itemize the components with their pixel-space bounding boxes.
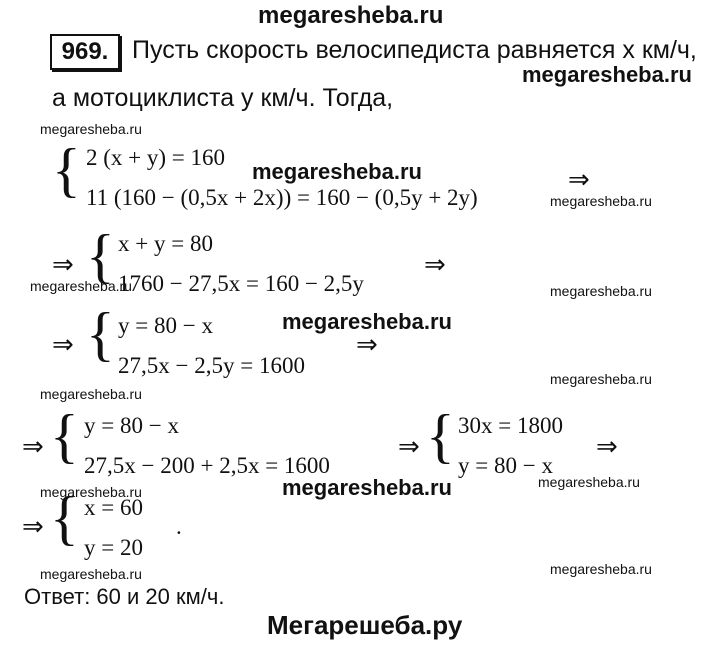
system1-eq2: 11 (160 − (0,5x + 2x)) = 160 − (0,5y + 2y) bbox=[86, 185, 478, 210]
system6-eq1: x = 60 bbox=[84, 495, 143, 520]
system3-eq1: y = 80 − x bbox=[118, 313, 213, 338]
watermark: megaresheba.ru bbox=[40, 386, 142, 402]
period: . bbox=[176, 514, 182, 539]
watermark: megaresheba.ru bbox=[550, 561, 652, 577]
problem-text-line1: Пусть скорость велосипедиста равняется x км/ч, bbox=[132, 36, 697, 64]
problem-text-line2: а мотоциклиста y км/ч. Тогда, bbox=[52, 84, 394, 112]
watermark: megaresheba.ru bbox=[40, 484, 142, 500]
watermark: megaresheba.ru bbox=[252, 159, 422, 184]
implies-arrow: ⇒ bbox=[596, 432, 618, 461]
system2-eq2: 1760 − 27,5x = 160 − 2,5y bbox=[118, 271, 364, 296]
implies-arrow: ⇒ bbox=[22, 432, 44, 461]
system4-eq1: y = 80 − x bbox=[84, 413, 179, 438]
footer-watermark: Мегарешеба.ру bbox=[267, 610, 463, 640]
watermark: megaresheba.ru bbox=[550, 283, 652, 299]
answer-text: Ответ: 60 и 20 км/ч. bbox=[24, 584, 225, 609]
implies-arrow: ⇒ bbox=[424, 250, 446, 279]
implies-arrow: ⇒ bbox=[398, 432, 420, 461]
watermark: megaresheba.ru bbox=[282, 475, 452, 500]
implies-arrow: ⇒ bbox=[22, 512, 44, 541]
system-brace: { bbox=[50, 403, 79, 469]
system5-eq1: 30x = 1800 bbox=[458, 413, 563, 438]
system-brace: { bbox=[86, 301, 115, 367]
watermark: megaresheba.ru bbox=[538, 474, 640, 490]
system-brace: { bbox=[426, 403, 455, 469]
system6-eq2: y = 20 bbox=[84, 535, 143, 560]
system4-eq2: 27,5x − 200 + 2,5x = 1600 bbox=[84, 453, 330, 478]
system5-eq2: y = 80 − x bbox=[458, 453, 553, 478]
watermark: megaresheba.ru bbox=[282, 309, 452, 334]
watermark: megaresheba.ru bbox=[522, 62, 692, 87]
system-brace: { bbox=[50, 485, 79, 551]
watermark-top: megaresheba.ru bbox=[258, 2, 444, 29]
watermark: megaresheba.ru bbox=[40, 566, 142, 582]
system2-eq1: x + y = 80 bbox=[118, 231, 213, 256]
system1-eq1: 2 (x + y) = 160 bbox=[86, 145, 226, 170]
watermark: megaresheba.ru bbox=[550, 371, 652, 387]
watermark: megaresheba.ru bbox=[30, 278, 132, 294]
implies-arrow: ⇒ bbox=[356, 330, 378, 359]
watermark: megaresheba.ru bbox=[550, 193, 652, 209]
implies-arrow: ⇒ bbox=[52, 330, 74, 359]
watermark: megaresheba.ru bbox=[40, 121, 142, 137]
problem-number: 969. bbox=[50, 34, 120, 70]
implies-arrow: ⇒ bbox=[568, 165, 590, 194]
system-brace: { bbox=[52, 137, 81, 203]
system3-eq2: 27,5x − 2,5y = 1600 bbox=[118, 353, 305, 378]
system-brace: { bbox=[86, 223, 115, 289]
implies-arrow: ⇒ bbox=[52, 250, 74, 279]
